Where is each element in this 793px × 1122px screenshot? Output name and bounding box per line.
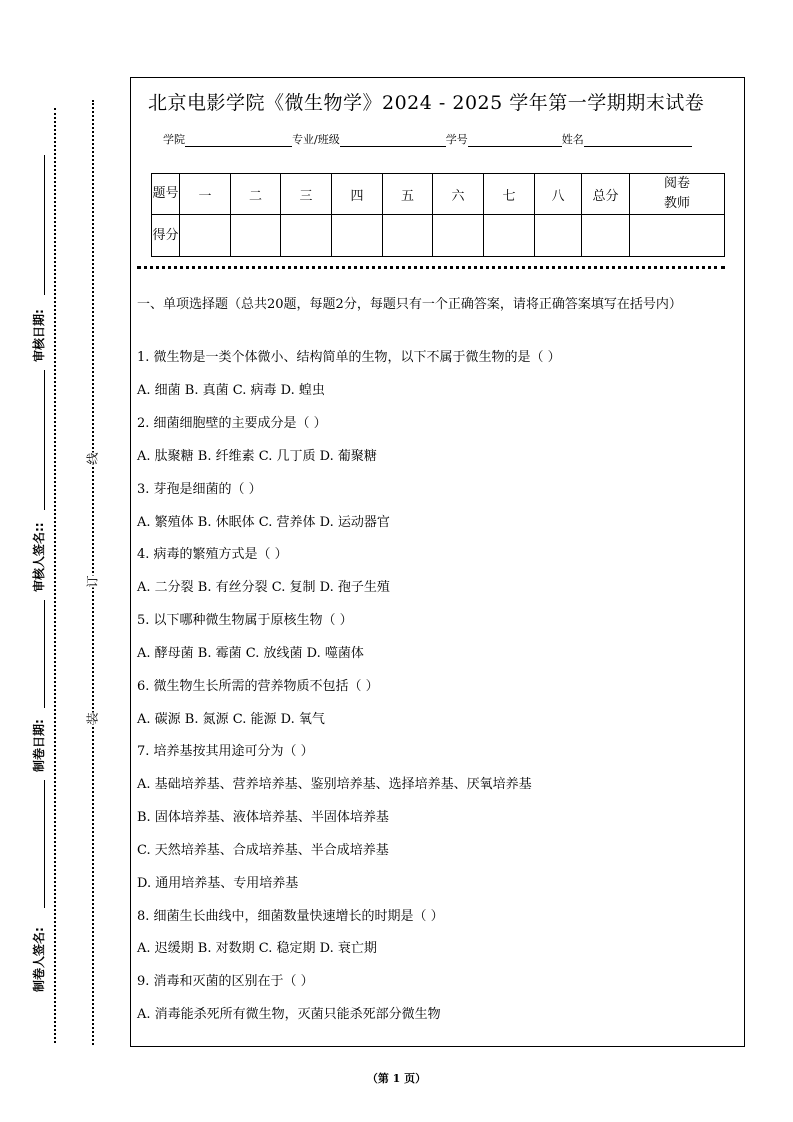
option-line: D. 通用培养基、专用培养基 bbox=[137, 876, 299, 891]
option-line: A. 细菌 B. 真菌 C. 病毒 D. 蝗虫 bbox=[137, 383, 325, 398]
school-field[interactable] bbox=[185, 133, 292, 147]
score-header-cell: 题号 bbox=[152, 174, 180, 215]
score-cell[interactable] bbox=[484, 215, 535, 257]
option-line: C. 天然培养基、合成培养基、半合成培养基 bbox=[137, 843, 389, 858]
make-date-label: 制卷日期: bbox=[32, 719, 46, 772]
score-header-cell: 六 bbox=[433, 174, 484, 215]
score-header-cell: 四 bbox=[332, 174, 383, 215]
binding-install-char: 装 bbox=[82, 712, 103, 724]
score-header-cell: 三 bbox=[281, 174, 332, 215]
review-date-line bbox=[44, 155, 45, 295]
score-cell[interactable] bbox=[231, 215, 281, 257]
question-line: 8. 细菌生长曲线中，细菌数量快速增长的时期是（ ） bbox=[137, 909, 444, 924]
option-line: A. 碳源 B. 氮源 C. 能源 D. 氧气 bbox=[137, 712, 325, 727]
student-info-row bbox=[163, 131, 692, 147]
question-line: 1. 微生物是一类个体微小、结构简单的生物，以下不属于微生物的是（ ） bbox=[137, 350, 561, 365]
score-header-cell: 二 bbox=[231, 174, 281, 215]
page-footer: （第 1 页） bbox=[366, 1072, 427, 1085]
score-table bbox=[151, 173, 725, 257]
question-line: 2. 细菌细胞壁的主要成分是（ ） bbox=[137, 416, 327, 431]
option-line: A. 迟缓期 B. 对数期 C. 稳定期 D. 衰亡期 bbox=[137, 941, 377, 956]
score-header-cell: 一 bbox=[180, 174, 231, 215]
score-header-cell: 总分 bbox=[582, 174, 630, 215]
dotted-separator bbox=[137, 266, 725, 269]
question-line: 3. 芽孢是细菌的（ ） bbox=[137, 482, 262, 497]
option-line: A. 酵母菌 B. 霉菌 C. 放线菌 D. 噬菌体 bbox=[137, 646, 364, 661]
outer-dotted-rule bbox=[54, 108, 56, 1043]
score-cell[interactable] bbox=[582, 215, 630, 257]
binding-dotted-rule bbox=[92, 100, 94, 1045]
score-header-cell: 阅卷教师 bbox=[630, 174, 725, 215]
review-date-label: 审核日期: bbox=[32, 309, 46, 362]
question-line: 6. 微生物生长所需的营养物质不包括（ ） bbox=[137, 679, 379, 694]
score-cell[interactable] bbox=[383, 215, 433, 257]
option-line: A. 肽聚糖 B. 纤维素 C. 几丁质 D. 葡聚糖 bbox=[137, 449, 377, 464]
maker-sign-line bbox=[44, 780, 45, 908]
make-date-line bbox=[44, 600, 45, 708]
question-line: 5. 以下哪种微生物属于原核生物（ ） bbox=[137, 613, 353, 628]
score-cell[interactable] bbox=[180, 215, 231, 257]
option-line: A. 基础培养基、营养培养基、鉴别培养基、选择培养基、厌氧培养基 bbox=[137, 777, 532, 792]
name-field[interactable] bbox=[584, 133, 692, 147]
maker-sign-label: 制卷人签名: bbox=[32, 927, 46, 992]
score-cell[interactable] bbox=[281, 215, 332, 257]
section-intro: 一、单项选择题（总共20题，每题2分，每题只有一个正确答案，请将正确答案填写在括号内） bbox=[137, 297, 682, 312]
score-header-cell: 七 bbox=[484, 174, 535, 215]
score-cell[interactable] bbox=[630, 215, 725, 257]
score-cell[interactable] bbox=[535, 215, 582, 257]
exam-title: 北京电影学院《微生物学》2024 - 2025 学年第一学期期末试卷 bbox=[148, 92, 705, 114]
question-line: 9. 消毒和灭菌的区别在于（ ） bbox=[137, 974, 314, 989]
major-field[interactable] bbox=[340, 133, 446, 147]
reviewer-sign-line bbox=[44, 370, 45, 510]
binding-line-char: 线 bbox=[82, 452, 103, 464]
score-header-cell: 五 bbox=[383, 174, 433, 215]
question-line: 4. 病毒的繁殖方式是（ ） bbox=[137, 547, 288, 562]
question-line: 7. 培养基按其用途可分为（ ） bbox=[137, 744, 314, 759]
option-line: A. 消毒能杀死所有微生物，灭菌只能杀死部分微生物 bbox=[137, 1007, 441, 1022]
score-cell[interactable] bbox=[433, 215, 484, 257]
option-line: B. 固体培养基、液体培养基、半固体培养基 bbox=[137, 810, 389, 825]
major-label: 专业/班级 bbox=[292, 133, 340, 146]
option-line: A. 繁殖体 B. 休眠体 C. 营养体 D. 运动器官 bbox=[137, 515, 390, 530]
student-id-label: 学号 bbox=[445, 133, 468, 146]
option-line: A. 二分裂 B. 有丝分裂 C. 复制 D. 孢子生殖 bbox=[137, 580, 390, 595]
score-row-label: 得分 bbox=[152, 215, 180, 257]
score-cell[interactable] bbox=[332, 215, 383, 257]
name-label: 姓名 bbox=[561, 133, 584, 146]
score-table-score-row bbox=[152, 215, 725, 257]
student-id-field[interactable] bbox=[468, 133, 562, 147]
school-label: 学院 bbox=[163, 133, 185, 146]
score-table-header-row bbox=[152, 174, 725, 215]
binding-order-char: 订 bbox=[82, 575, 103, 587]
score-header-cell: 八 bbox=[535, 174, 582, 215]
reviewer-sign-label: 审核人签名:: bbox=[32, 522, 46, 592]
